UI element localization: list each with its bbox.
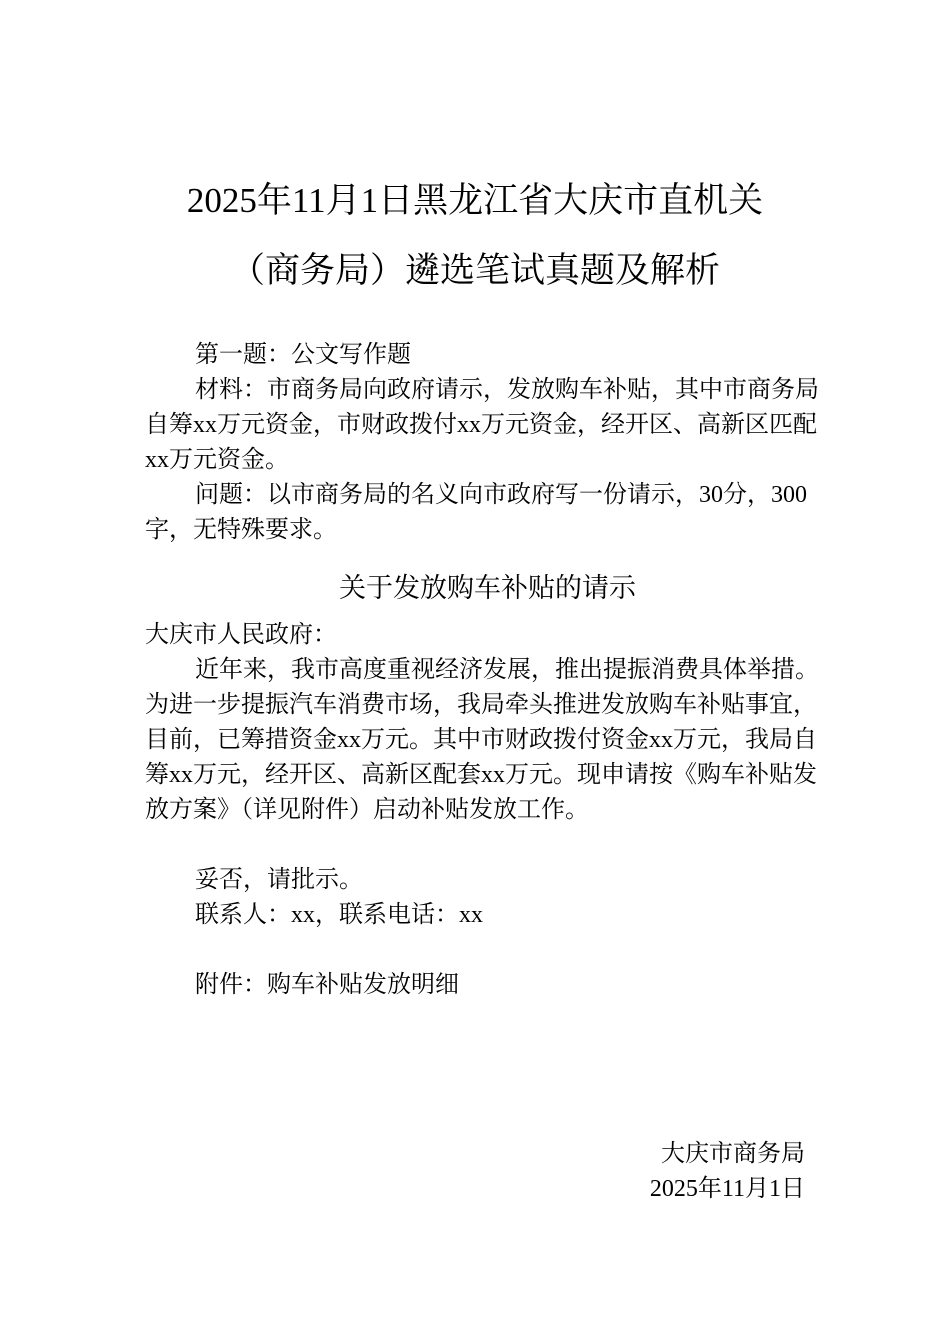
question-heading: 第一题：公文写作题 — [195, 342, 411, 368]
attachment-line: 附件：购车补贴发放明细 — [195, 972, 459, 998]
contact-line: 联系人：xx，联系电话：xx — [195, 902, 483, 928]
document-title-line-2: （商务局）遴选笔试真题及解析 — [229, 251, 720, 290]
question-paragraph: 问题：以市商务局的名义向市政府写一份请示，30分，300字，无特殊要求。 — [145, 482, 807, 543]
answer-title: 关于发放购车补贴的请示 — [339, 573, 636, 603]
signature-block — [650, 1137, 805, 1207]
document-body — [145, 338, 830, 1003]
material-paragraph: 材料：市商务局向政府请示，发放购车补贴，其中市商务局自筹xx万元资金，市财政拨付xx万元资金，经开区、高新区匹配xx万元资金。 — [145, 377, 819, 473]
addressee: 大庆市人民政府： — [145, 622, 337, 648]
closing-line: 妥否，请批示。 — [195, 867, 363, 893]
signature-date: 2025年11月1日 — [649, 1176, 805, 1202]
signature-org: 大庆市商务局 — [661, 1141, 805, 1167]
document-title-line-1: 2025年11月1日黑龙江省大庆市直机关 — [186, 181, 764, 220]
spacer — [145, 933, 830, 968]
spacer — [145, 828, 830, 863]
answer-body-paragraph: 近年来，我市高度重视经济发展，推出提振消费具体举措。为进一步提振汽车消费市场，我局牵头推进发放购车补贴事宜，目前，已筹措资金xx万元。其中市财政拨付资金xx万元，我局自筹xx万元，经开区、高新区配套xx万元。现申请按《购车补贴发放方案》（详见附件）启动补贴发放工作。 — [145, 657, 819, 823]
